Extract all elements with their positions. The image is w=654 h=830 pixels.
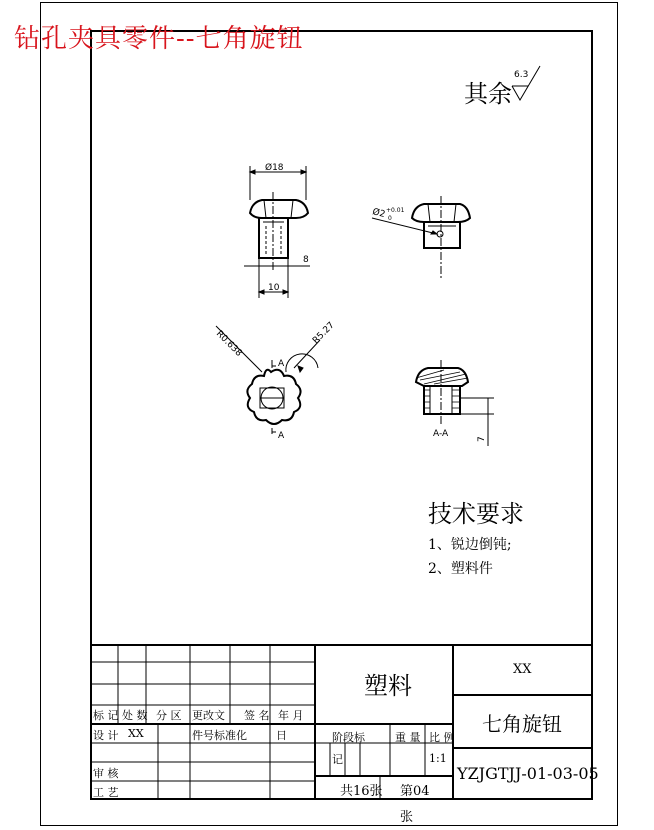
scale-value: 1:1 [429, 752, 447, 765]
stage-label: 阶段标 [332, 731, 365, 744]
rev-col-date: 年 月 [278, 709, 304, 722]
roughness-symbol [512, 66, 540, 100]
dim-d18: Ø18 [265, 163, 284, 173]
dim-10: 10 [268, 283, 280, 293]
stage-mark-label: 记 [332, 753, 343, 766]
scale-label: 比 例 [429, 731, 455, 744]
standardization-label: 件号标准化 [192, 729, 247, 742]
rev-col-sign: 签 名 [244, 709, 270, 722]
drawing-number: YZJGTJJ-01-03-05 [457, 764, 599, 783]
rev-col-zone: 分 区 [156, 709, 182, 722]
page-title: 钻孔夹具零件--七角旋钮 [14, 24, 304, 54]
dim-8: 8 [303, 255, 309, 265]
roughness-value: 6.3 [514, 70, 529, 80]
part-name: 七角旋钮 [482, 712, 562, 736]
dim-d2-tol2: 0 [388, 215, 392, 222]
section-label: A-A [433, 429, 449, 439]
dim-d2-tol: +0.01 [386, 207, 405, 214]
dim-r0638: R0.638 [213, 329, 244, 359]
roughness-label: 其余 [464, 80, 512, 108]
sheets-total: 共16张 [340, 784, 383, 799]
dim-r527: R5.27 [311, 320, 337, 347]
tech-requirement-2: 2、塑料件 [428, 561, 493, 577]
weight-label: 重 量 [395, 731, 421, 744]
material-name: 塑料 [364, 672, 412, 700]
dim-7: 7 [477, 436, 487, 442]
section-mark-top: A [278, 359, 285, 369]
front-view [244, 166, 310, 298]
rev-col-count: 处 数 [122, 709, 148, 722]
section-mark-bottom: A [278, 431, 285, 441]
design-label: 设 计 [93, 729, 119, 742]
sheet-unit: 张 [400, 810, 414, 825]
rev-col-doc: 更改文 [192, 709, 225, 722]
dim-d2: Ø2 [371, 207, 387, 221]
date-label: 日 [276, 729, 287, 742]
tech-requirements-title: 技术要求 [428, 500, 524, 528]
rev-col-mark: 标 记 [93, 709, 119, 722]
process-label: 工 艺 [93, 786, 119, 799]
sheet-number: 第04 [400, 784, 430, 799]
review-label: 审 核 [93, 767, 119, 780]
company-name: XX [513, 662, 532, 677]
tech-requirement-1: 1、锐边倒钝; [428, 537, 512, 553]
design-value: XX [128, 727, 144, 740]
section-view [416, 360, 494, 446]
